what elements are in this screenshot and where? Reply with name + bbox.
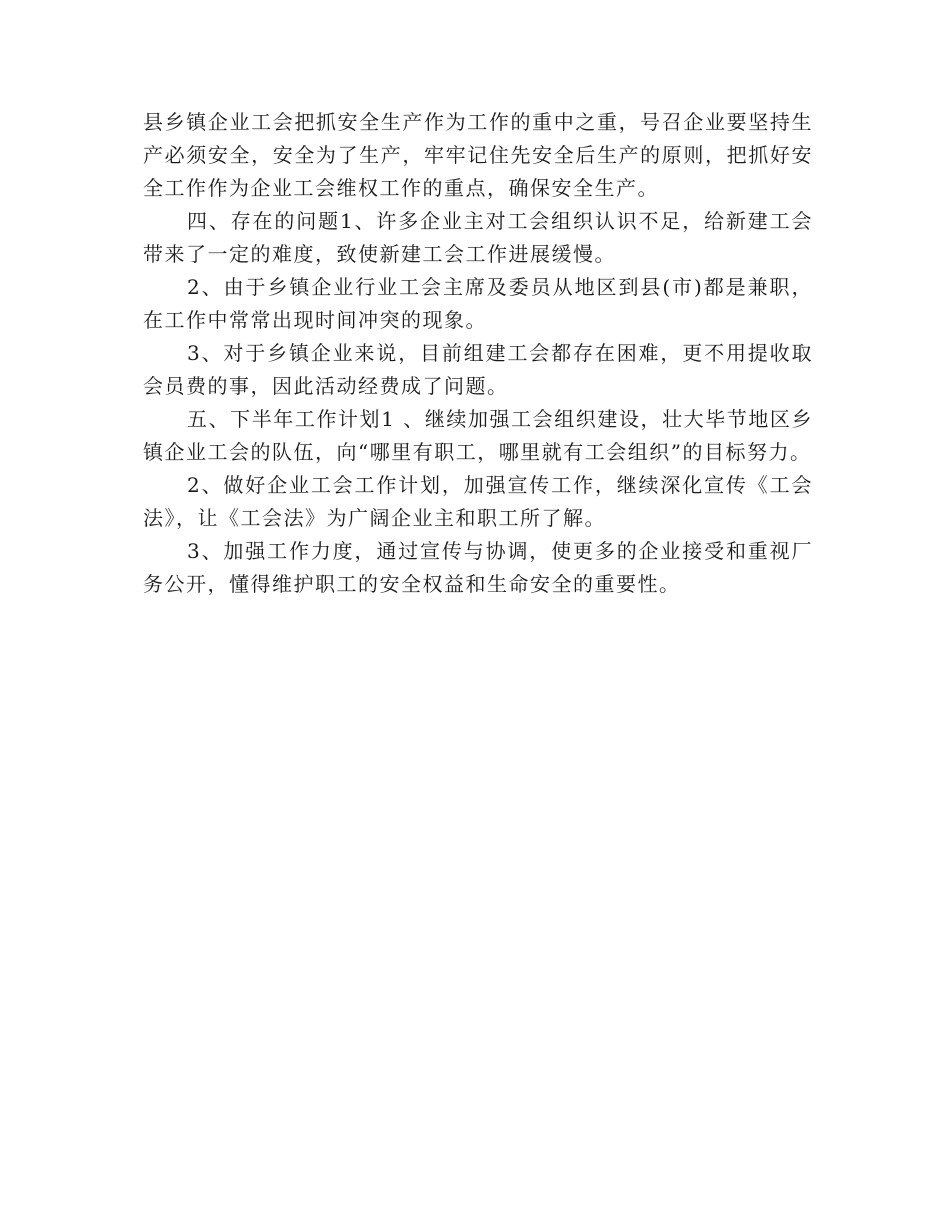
paragraph-7: 3、加强工作力度，通过宣传与协调，使更多的企业接受和重视厂务公开，懂得维护职工的安全权益和生命安全的重要性。 bbox=[143, 539, 813, 596]
paragraph-3: 2、由于乡镇企业行业工会主席及委员从地区到县(市)都是兼职，在工作中常常出现时间冲突的现象。 bbox=[143, 275, 813, 332]
paragraph-1: 县乡镇企业工会把抓安全生产作为工作的重中之重，号召企业要坚持生产必须安全，安全为了生产，牢牢记住先安全后生产的原则，把抓好安全工作作为企业工会维权工作的重点，确保安全生产。 bbox=[143, 110, 813, 200]
document-body bbox=[143, 106, 813, 601]
paragraph-6: 2、做好企业工会工作计划，加强宣传工作，继续深化宣传《工会法》，让《工会法》为广阔企业主和职工所了解。 bbox=[143, 473, 813, 530]
paragraph-5: 五、下半年工作计划1 、继续加强工会组织建设，壮大毕节地区乡镇企业工会的队伍，向“哪里有职工，哪里就有工会组织”的目标努力。 bbox=[143, 407, 813, 464]
paragraph-4: 3、对于乡镇企业来说，目前组建工会都存在困难，更不用提收取会员费的事，因此活动经费成了问题。 bbox=[143, 341, 813, 398]
paragraph-2: 四、存在的问题1、许多企业主对工会组织认识不足，给新建工会带来了一定的难度，致使新建工会工作进展缓慢。 bbox=[143, 209, 813, 266]
